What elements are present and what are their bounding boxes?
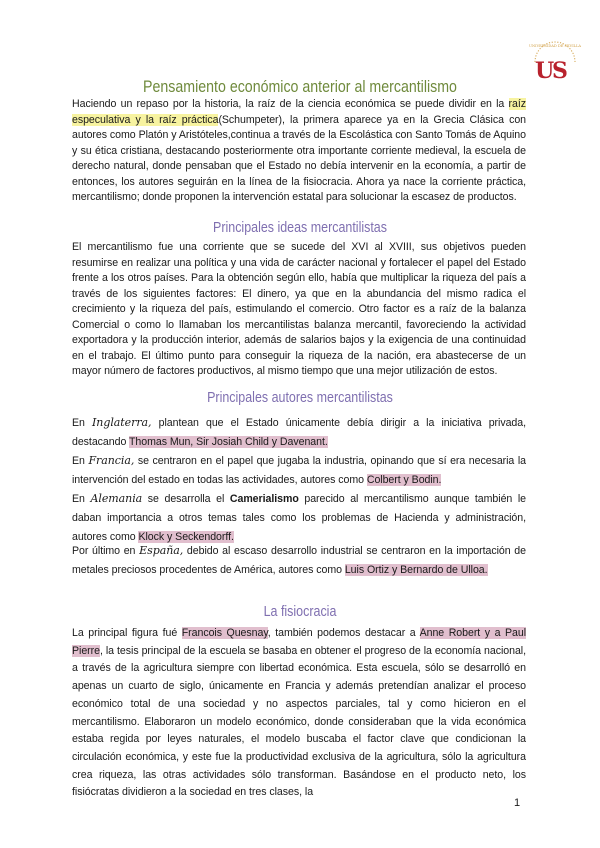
author-robert-pierre: Anne Robert y a Paul Pierre (72, 627, 526, 657)
section-heading-fisiocracia: La fisiocracia (263, 604, 337, 620)
spain-paragraph: Por último en España, debido al escaso desarrollo industrial se centraron en la importación de metales preciosos procedentes de América, autores como Luis Ortiz y Bernardo de Ulloa. (72, 544, 526, 577)
university-logo (527, 34, 583, 84)
fisiocracia-paragraph: La principal figura fué Francois Quesnay, también podemos destacar a Anne Robert y a Paul Pierre, la tesis principal de la escuela se basaba en obtener el progreso de la economía nacional, a través de la agricultura siempre con libertad económica. Esta escuela, sólo se desarrolló en apenas un cuarto de siglo, únicamente en Francia y además pretendían analizar el proceso económico total de una sociedad y no aspectos parciales, tal y como hicieron en el mercantilismo. Elaboraron un modelo económico, donde consideraban que la vida económica estaba regida por leyes naturales, el modelo buscaba el factor clave que condicionan la circulación económica, y este fue la productividad exclusiva de la agricultura, sólo la agricultura crea riqueza, las otras actividades sólo transforman. Basándose en el producto neto, los fisiócratas dividieron a la sociedad en tres clases, la (72, 627, 526, 799)
authors-germany: Klock y Seckendorff. (138, 531, 234, 544)
svg-text:U: U (535, 58, 555, 84)
section-heading-ideas: Principales ideas mercantilistas (213, 220, 387, 236)
country-france: Francia, (88, 454, 135, 467)
svg-text:S: S (552, 58, 568, 84)
germany-paragraph: En Alemania se desarrolla el Camerialismo parecido al mercantilismo aunque también le daban importancia a otros temas tales como los problemas de Hacienda y administración, autores como Klock y Seckendorff. (72, 492, 526, 544)
england-paragraph: En Inglaterra, plantean que el Estado únicamente debía dirigir a la iniciativa privada, destacando Thomas Mun, Sir Josiah Child y Davenant. (72, 416, 526, 449)
country-germany: Alemania (90, 492, 143, 505)
page-number: 1 (514, 797, 521, 809)
camerialismo-term: Camerialismo (229, 493, 299, 505)
ideas-paragraph: El mercantilismo fue una corriente que se sucede del XVI al XVIII, sus objetivos pueden resumirse en realizar una política y una vida de carácter nacional y fortalecer el papel del Estado frente a los otros países. Para la obtención según ello, había que multiplicar la riqueza del país a través de los siguientes factores: El dinero, ya que en la abundancia del mismo radica el crecimiento y la riqueza del país, estimulando el comercio. Otro factor es a raíz de la balanza Comercial o como lo llamaban los mercantilistas balanza mercantil, favoreciendo la actividad exportadora y la producción interior, además de salarios bajos y la exigencia de una continuidad en el trabajo. El último punto para conseguir la riqueza de la nación, era abastecerse de un mayor número de factores productivos, al mismo tiempo que una mejor utilización de estos. (72, 241, 526, 378)
authors-france: Colbert y Bodin. (366, 474, 442, 487)
author-quesnay: Francois Quesnay (181, 627, 268, 639)
authors-england: Thomas Mun, Sir Josiah Child y Davenant. (128, 436, 328, 449)
intro-paragraph: Haciendo un repaso por la historia, la raíz de la ciencia económica se puede dividir en la raíz especulativa y la raíz práctica(Schumpeter), la primera aparece ya en la Grecia Clásica con autores como Platón y Aristóteles,continua a través de la Escolástica con Santo Tomás de Aquino y su ética cristiana, destacando posteriormente otra importante corriente medieval, la escuela de derecho natural, donde pensaban que el Estado no debía intervenir en la economía, a partir de entonces, los autores seguirán en la línea de la fisiocracia. Ahora ya nace la corriente práctica, mercantilismo; donde proponen la intervención estatal para solucionar la escasez de productos. (72, 98, 526, 204)
logo-text: UNIVERSIDAD DE SEVILLA (528, 44, 582, 48)
country-england: Inglaterra, (92, 416, 152, 429)
section-heading-authors: Principales autores mercantilistas (207, 390, 393, 406)
france-paragraph: En Francia, se centraron en el papel que jugaba la industria, opinando que sí era necesaria la intervención del estado en todas las actividades, autores como Colbert y Bodin. (72, 454, 526, 487)
page-title: Pensamiento económico anterior al mercantilismo (143, 78, 457, 96)
country-spain: España, (139, 544, 184, 557)
highlight-roots: raíz especulativa y la raíz práctica (72, 98, 526, 126)
authors-spain: Luis Ortiz y Bernardo de Ulloa. (344, 564, 488, 577)
